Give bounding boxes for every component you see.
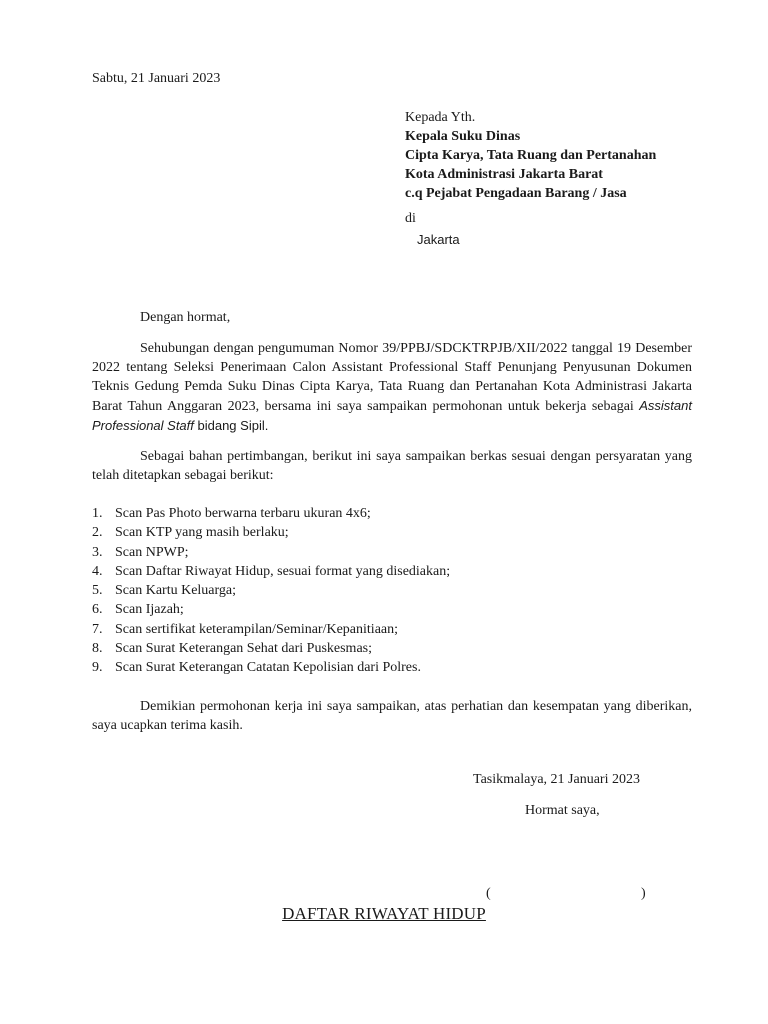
- list-item-text: Scan KTP yang masih berlaku;: [115, 525, 289, 541]
- list-item-number: 5.: [92, 583, 103, 599]
- paragraph-intro-tail: bidang Sipil.: [193, 418, 269, 433]
- list-item: [92, 620, 450, 639]
- list-item-text: Scan Pas Photo berwarna terbaru ukuran 4x6;: [115, 506, 371, 521]
- signature-paren-open: (: [486, 886, 491, 901]
- list-item: [92, 600, 450, 619]
- signature-paren-close: ): [641, 886, 646, 901]
- document-list: [92, 504, 450, 678]
- signature-place-date: Tasikmalaya, 21 Januari 2023: [473, 772, 640, 787]
- recipient-di: di: [405, 211, 416, 226]
- paragraph-closing: Demikian permohonan kerja ini saya sampaikan, atas perhatian dan kesempatan yang diberikan, saya ucapkan terima kasih.: [92, 699, 692, 733]
- list-item-number: 9.: [92, 660, 103, 676]
- recipient-line-4: c.q Pejabat Pengadaan Barang / Jasa: [405, 186, 627, 201]
- list-item: [92, 581, 450, 600]
- list-item: [92, 504, 450, 523]
- list-item: [92, 523, 450, 542]
- paragraph-requirements: Sebagai bahan pertimbangan, berikut ini saya sampaikan berkas sesuai dengan persyaratan yang telah ditetapkan sebagai berikut:: [92, 449, 692, 483]
- list-item-number: 8.: [92, 641, 103, 657]
- greeting: Dengan hormat,: [140, 310, 231, 325]
- list-item-text: Scan Kartu Keluarga;: [115, 583, 237, 599]
- list-item-number: 6.: [92, 602, 103, 618]
- list-item-text: Scan Ijazah;: [115, 602, 184, 618]
- recipient-line-2: Cipta Karya, Tata Ruang dan Pertanahan: [405, 148, 657, 163]
- list-item-number: 2.: [92, 525, 103, 541]
- recipient-salutation: Kepada Yth.: [405, 110, 476, 125]
- paragraph-intro-text: Sehubungan dengan pengumuman Nomor 39/PPBJ/SDCKTRPJB/XII/2022 tanggal 19 Desember 2022 tentang Seleksi Penerimaan Calon Assistant Professional Staff Penunjang Penyusunan Dokumen Teknis Gedung Pemda Suku Dinas Cipta Karya, Tata Ruang dan Pertanahan Kota Administrasi Jakarta Barat Tahun Anggaran 2023, bersama ini saya sampaikan permohonan untuk bekerja sebagai: [92, 341, 692, 414]
- list-item-number: 3.: [92, 544, 103, 560]
- list-item: [92, 543, 450, 562]
- letter-date: Sabtu, 21 Januari 2023: [92, 71, 221, 86]
- paragraph-intro: [92, 339, 692, 436]
- recipient-line-1: Kepala Suku Dinas: [405, 129, 521, 144]
- list-item-text: Scan sertifikat keterampilan/Seminar/Kepanitiaan;: [115, 621, 399, 637]
- list-item-text: Scan Surat Keterangan Sehat dari Puskesmas;: [115, 641, 372, 657]
- list-item-text: Scan Surat Keterangan Catatan Kepolisian dari Polres.: [115, 660, 421, 676]
- paragraph-intro-italic: Assistant Professional Staff: [92, 398, 692, 433]
- recipient-city: Jakarta: [417, 232, 460, 247]
- list-item-number: 4.: [92, 563, 103, 579]
- list-item: [92, 562, 450, 581]
- list-item: [92, 639, 450, 658]
- signature-regards: Hormat saya,: [525, 803, 600, 818]
- list-item-text: Scan Daftar Riwayat Hidup, sesuai format yang disediakan;: [115, 563, 451, 579]
- list-item: [92, 658, 450, 677]
- list-item-text: Scan NPWP;: [115, 544, 189, 560]
- cv-title: DAFTAR RIWAYAT HIDUP: [282, 904, 486, 923]
- list-item-number: 1.: [92, 506, 103, 521]
- list-item-number: 7.: [92, 621, 103, 637]
- recipient-line-3: Kota Administrasi Jakarta Barat: [405, 167, 603, 182]
